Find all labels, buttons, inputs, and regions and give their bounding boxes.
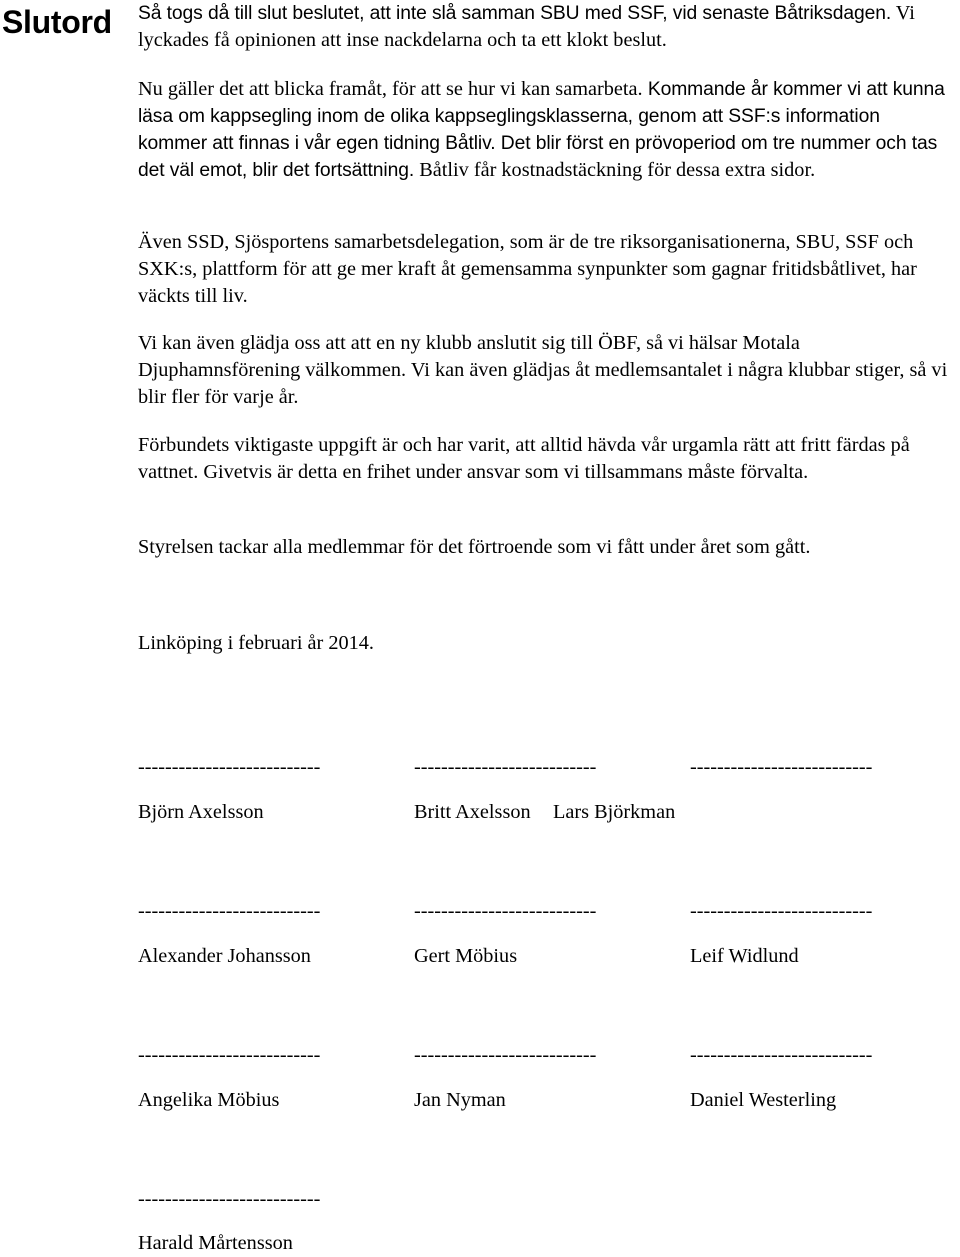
signatory-name: Jan Nyman	[414, 1089, 506, 1111]
sentence: Givetvis är detta en frihet under ansvar som vi tillsammans måste förvalta.	[198, 461, 809, 483]
signature-line: ---------------------------	[414, 1044, 597, 1066]
sentence: Det blir först en prövoperiod om tre nummer och tas det väl emot, blir det fortsättning.	[138, 133, 938, 181]
signatory-name: Daniel Westerling	[690, 1089, 837, 1111]
signature-line: ---------------------------	[414, 756, 597, 778]
paragraph-4	[138, 330, 953, 411]
signature-line: ---------------------------	[690, 900, 873, 922]
signatory-name: Harald Mårtensson	[138, 1232, 293, 1254]
signature-line: ---------------------------	[138, 900, 321, 922]
signatory-name: Gert Möbius	[414, 945, 518, 967]
paragraph-3	[138, 229, 953, 310]
sentence: Förbundets viktigaste uppgift är och har varit, att alltid hävda vår urgamla rätt att fritt färdas på vattnet.	[138, 434, 910, 483]
signatory-name: Alexander Johansson	[138, 945, 311, 967]
sentence: Kommande år kommer vi att kunna läsa om kappsegling inom de olika kappseglingsklasserna, genom att SSF:s information kommer att finnas i vår egen tidning Båtliv.	[138, 79, 945, 154]
sentence: Så togs då till slut beslutet, att inte slå samman SBU med SSF, vid senaste Båtriksdagen.	[138, 3, 892, 24]
signature-line: ---------------------------	[414, 900, 597, 922]
sentence: Vi kan även glädja oss att att en ny klubb anslutit sig till ÖBF, så vi hälsar Motala Djuphamnsförening välkommen.	[138, 332, 800, 381]
paragraph-5	[138, 432, 953, 486]
signatory-name: Britt Axelsson	[414, 801, 531, 823]
signatory-name: Leif Widlund	[690, 945, 799, 967]
signature-line: ---------------------------	[138, 756, 321, 778]
page-heading: Slutord	[2, 4, 112, 40]
sentence: Nu gäller det att blicka framåt, för att se hur vi kan samarbeta.	[138, 78, 643, 100]
place-and-date: Linköping i februari år 2014.	[138, 632, 374, 654]
sentence: Vi kan även glädjas åt medlemsantalet i några klubbar stiger, så vi blir fler för varje år.	[138, 359, 948, 408]
paragraph-6	[138, 534, 810, 561]
signature-line: ---------------------------	[138, 1188, 321, 1210]
sentence: Även SSD, Sjösportens samarbetsdelegation, som är de tre riksorganisationerna, SBU, SSF och SXK:s, plattform för att ge mer kraft åt gemensamma synpunkter som gagnar fritidsbåtlivet, har väckts till liv.	[138, 231, 917, 307]
paragraph-2	[138, 76, 953, 184]
signature-line: ---------------------------	[690, 756, 873, 778]
sentence: Styrelsen tackar alla medlemmar för det förtroende som vi fått under året som gått.	[138, 536, 811, 558]
paragraph-1	[138, 0, 953, 54]
signatory-name: Angelika Möbius	[138, 1089, 280, 1111]
signature-line: ---------------------------	[138, 1044, 321, 1066]
signatory-name: Björn Axelsson	[138, 801, 264, 823]
sentence: Båtliv får kostnadstäckning för dessa extra sidor.	[414, 159, 816, 181]
signatory-name: Lars Björkman	[553, 801, 676, 823]
signature-line: ---------------------------	[690, 1044, 873, 1066]
sentence: Vi lyckades få opinionen att inse nackdelarna och ta ett klokt beslut.	[138, 2, 915, 51]
